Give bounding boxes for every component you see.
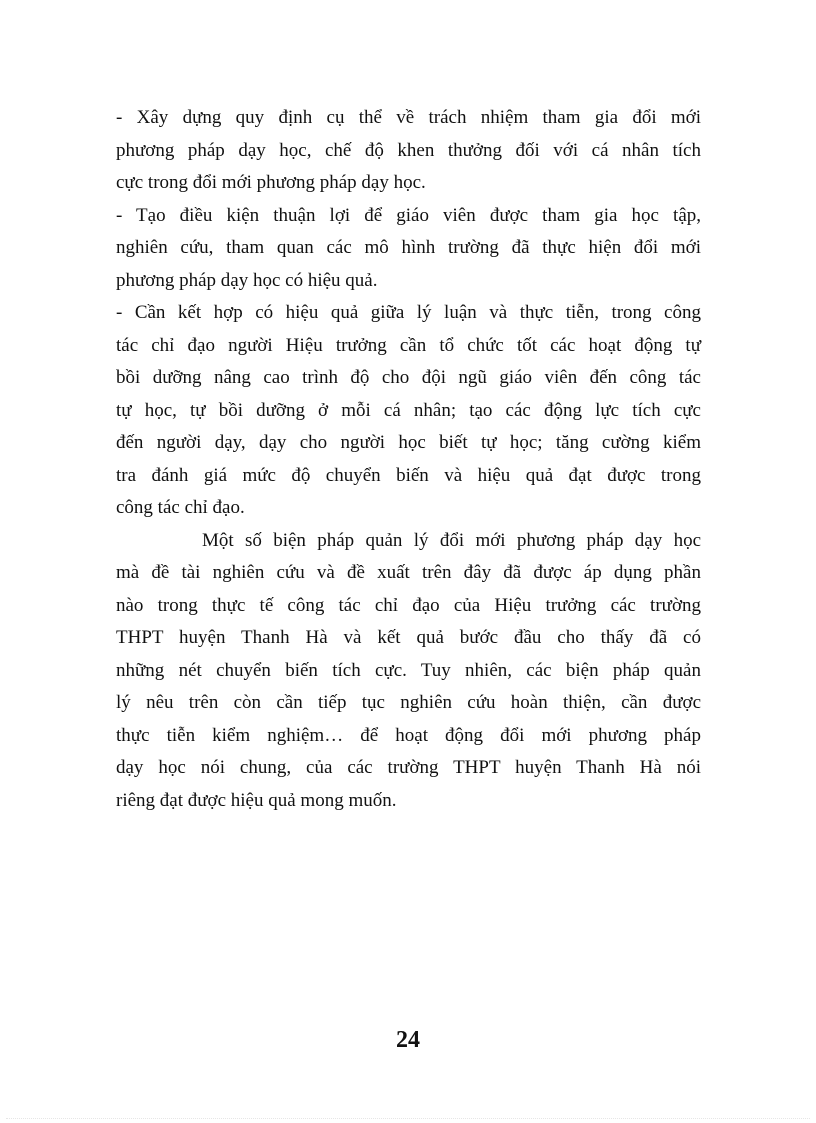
text-line: lý nêu trên còn cần tiếp tục nghiên cứu hoàn thiện, cần được	[116, 692, 701, 713]
text-line: - Xây dựng quy định cụ thể về trách nhiệm tham gia đổi mới	[116, 107, 701, 128]
text-line: - Tạo điều kiện thuận lợi để giáo viên được tham gia học tập,	[116, 204, 701, 226]
text-line: phương pháp dạy học, chế độ khen thưởng đối với cá nhân tích	[116, 139, 701, 161]
text-line: nào trong thực tế công tác chỉ đạo của Hiệu trưởng các trường	[116, 594, 701, 616]
text-line: đến người dạy, dạy cho người học biết tự học; tăng cường kiểm	[116, 432, 701, 453]
text-line: thực tiễn kiểm nghiệm… để hoạt động đổi mới phương pháp	[116, 724, 701, 746]
page-bottom-divider	[6, 1118, 810, 1119]
page-number: 24	[396, 1027, 420, 1053]
text-line: dạy học nói chung, của các trường THPT huyện Thanh Hà nói	[116, 757, 701, 778]
text-line: cực trong đổi mới phương pháp dạy học.	[116, 172, 426, 193]
text-line: tự học, tự bồi dưỡng ở mỗi cá nhân; tạo các động lực tích cực	[116, 399, 701, 421]
text-line: phương pháp dạy học có hiệu quả.	[116, 269, 378, 291]
text-line: công tác chỉ đạo.	[116, 497, 245, 518]
text-line: những nét chuyển biến tích cực. Tuy nhiên, các biện pháp quản	[116, 659, 701, 681]
text-line: bồi dưỡng nâng cao trình độ cho đội ngũ giáo viên đến công tác	[116, 367, 701, 388]
text-line: THPT huyện Thanh Hà và kết quả bước đầu cho thấy đã có	[116, 627, 701, 648]
text-line: riêng đạt được hiệu quả mong muốn.	[116, 789, 397, 811]
text-line: mà đề tài nghiên cứu và đề xuất trên đây đã được áp dụng phần	[116, 562, 701, 583]
text-line: tra đánh giá mức độ chuyển biến và hiệu quả đạt được trong	[116, 464, 701, 486]
text-line: Một số biện pháp quản lý đổi mới phương pháp dạy học	[202, 529, 701, 551]
text-line: tác chỉ đạo người Hiệu trưởng cần tổ chức tốt các hoạt động tự	[116, 334, 701, 356]
body-text	[116, 102, 701, 817]
text-line: - Cần kết hợp có hiệu quả giữa lý luận và thực tiễn, trong công	[116, 302, 701, 323]
text-line: nghiên cứu, tham quan các mô hình trường đã thực hiện đổi mới	[116, 237, 701, 258]
